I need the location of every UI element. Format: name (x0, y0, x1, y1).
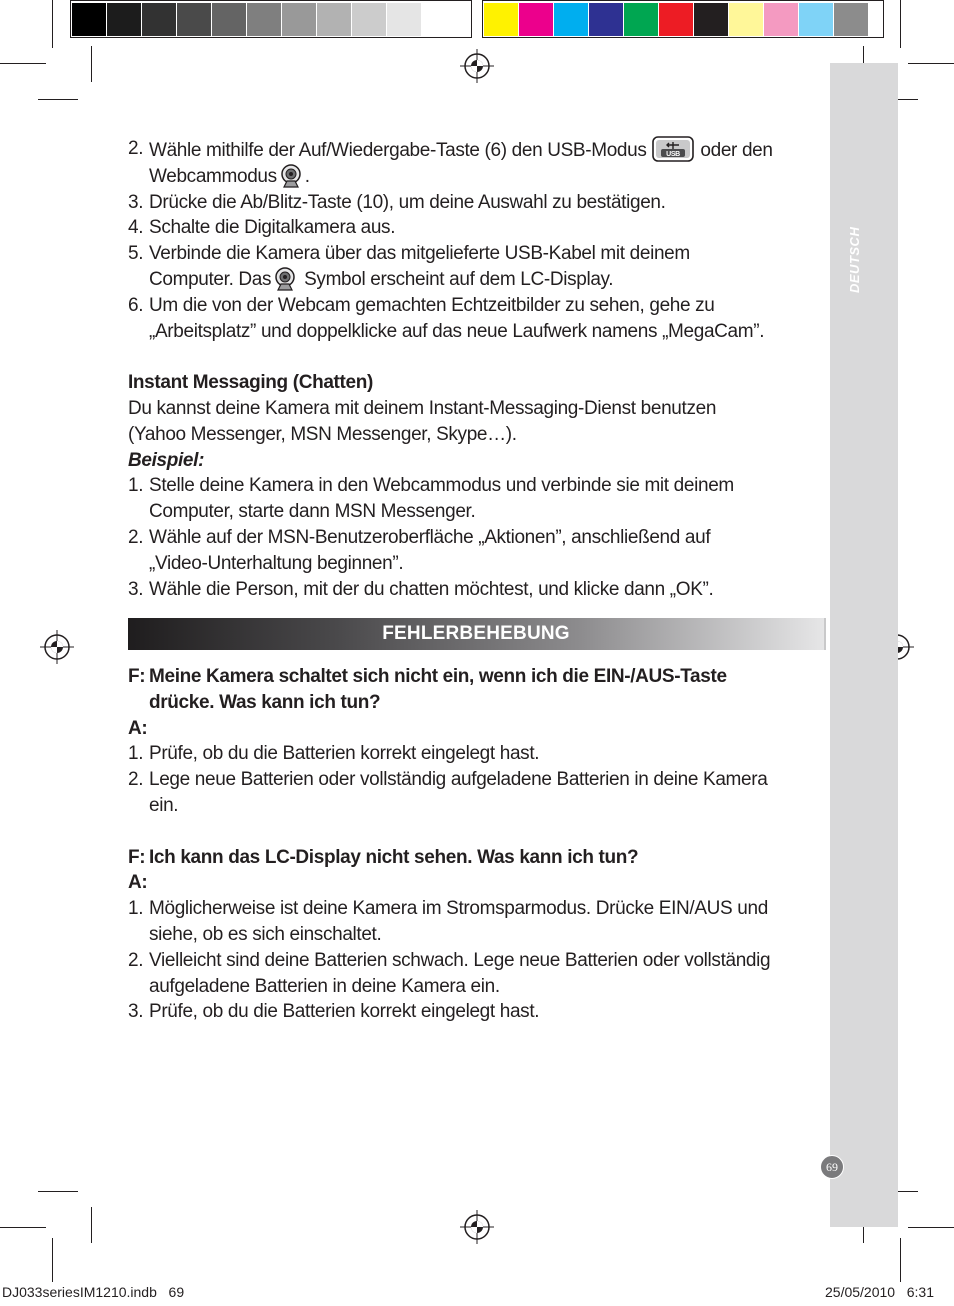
faq-question: F: Ich kann das LC-Display nicht sehen. Was kann ich tun? (128, 846, 639, 868)
color-swatch (554, 3, 589, 36)
list-item: 1. Möglicherweise ist deine Kamera im Stromsparmodus. Drücke EIN/AUS und siehe, ob es sich einschaltet. (128, 898, 768, 945)
example-label: Beispiel: (128, 449, 205, 471)
list-item: 2. Wähle auf der MSN-Benutzeroberfläche „Aktionen”, anschließend auf „Video-Unterhaltung beginnen”. (128, 526, 711, 574)
registration-mark-icon (40, 630, 74, 664)
list-item: 3. Wähle die Person, mit der du chatten möchtest, und klicke dann „OK”. (128, 578, 714, 600)
color-swatch (317, 3, 352, 36)
crop-mark (908, 63, 954, 64)
color-swatch (142, 3, 177, 36)
color-swatch (519, 3, 554, 36)
color-swatch (282, 3, 317, 36)
crop-mark (52, 0, 53, 48)
crop-mark (38, 1191, 78, 1192)
color-swatch (589, 3, 624, 36)
list-item: 3. Prüfe, ob du die Batterien korrekt eingelegt hast. (128, 1001, 540, 1023)
list-item: 2. Wähle mithilfe der Auf/Wiedergabe-Taste (6) den USB-Modus USB oder den Webcammodus . (128, 138, 773, 187)
crop-mark (900, 0, 901, 48)
color-swatch (764, 3, 799, 36)
color-swatch (799, 3, 834, 36)
color-swatch (247, 3, 282, 36)
list-item: 2. Lege neue Batterien oder vollständig aufgeladene Batterien in deine Kamera ein. (128, 769, 768, 816)
crop-mark (91, 46, 92, 82)
footer-timestamp: 25/05/2010 6:31 (825, 1284, 934, 1300)
color-swatch (352, 3, 387, 36)
crop-mark (908, 1227, 954, 1228)
color-swatch (72, 3, 107, 36)
color-swatch (177, 3, 212, 36)
section-heading: Instant Messaging (Chatten) (128, 372, 373, 394)
paragraph: Du kannst deine Kamera mit deinem Instant-Messaging-Dienst benutzen (Yahoo Messenger, MSN Messenger, Skype…). (128, 397, 717, 445)
crop-mark (38, 99, 78, 100)
process-color-bar (484, 3, 869, 36)
usb-mode-icon (652, 136, 694, 162)
crop-mark (0, 63, 46, 64)
faq-answer-label: A: (128, 717, 148, 739)
list-item: 6. Um die von der Webcam gemachten Echtzeitbilder zu sehen, gehe zu „Arbeitsplatz” und doppelklicke auf das neue Laufwerk namens „MegaCam”. (128, 294, 765, 342)
color-swatch (624, 3, 659, 36)
color-swatch (694, 3, 729, 36)
color-swatch (729, 3, 764, 36)
crop-mark (0, 1227, 46, 1228)
crop-mark (91, 1207, 92, 1243)
crop-mark (52, 1238, 53, 1282)
color-swatch (834, 3, 869, 36)
gray-color-bar (72, 3, 457, 36)
color-swatch (659, 3, 694, 36)
language-side-tab (830, 63, 898, 1227)
list-item: 1. Prüfe, ob du die Batterien korrekt eingelegt hast. (128, 743, 540, 765)
language-label: DEUTSCH (847, 226, 862, 293)
faq-question: F: Meine Kamera schaltet sich nicht ein, wenn ich die EIN-/AUS-Taste drücke. Was kann ich tun? (128, 666, 727, 713)
color-swatch (422, 3, 457, 36)
color-swatch (387, 3, 422, 36)
registration-mark-icon (460, 49, 494, 83)
list-item: 3. Drücke die Ab/Blitz-Taste (10), um deine Auswahl zu bestätigen. (128, 191, 666, 213)
list-item: 2. Vielleicht sind deine Batterien schwach. Lege neue Batterien oder vollständig aufgeladene Batterien in deine Kamera ein. (128, 949, 771, 997)
section-banner: FEHLERBEHEBUNG (128, 618, 826, 650)
page-number: 69 (820, 1155, 844, 1179)
list-item: 1. Stelle deine Kamera in den Webcammodus und verbinde sie mit deinem Computer, starte dann MSN Messenger. (128, 475, 734, 523)
color-swatch (484, 3, 519, 36)
list-item: 4. Schalte die Digitalkamera aus. (128, 217, 396, 239)
color-swatch (212, 3, 247, 36)
color-swatch (107, 3, 142, 36)
webcam-icon (278, 164, 304, 188)
footer-filename: DJ033seriesIM1210.indb 69 (2, 1284, 185, 1300)
list-item: 5. Verbinde die Kamera über das mitgelieferte USB-Kabel mit deinem Computer. Das Symbol erscheint auf dem LC-Display. (128, 243, 690, 290)
manual-content (128, 136, 822, 602)
webcam-icon (272, 267, 298, 291)
troubleshooting-content (128, 664, 822, 1025)
crop-mark (900, 1238, 901, 1282)
registration-mark-icon (460, 1210, 494, 1244)
svg-text:USB: USB (666, 151, 681, 158)
faq-answer-label: A: (128, 872, 148, 894)
